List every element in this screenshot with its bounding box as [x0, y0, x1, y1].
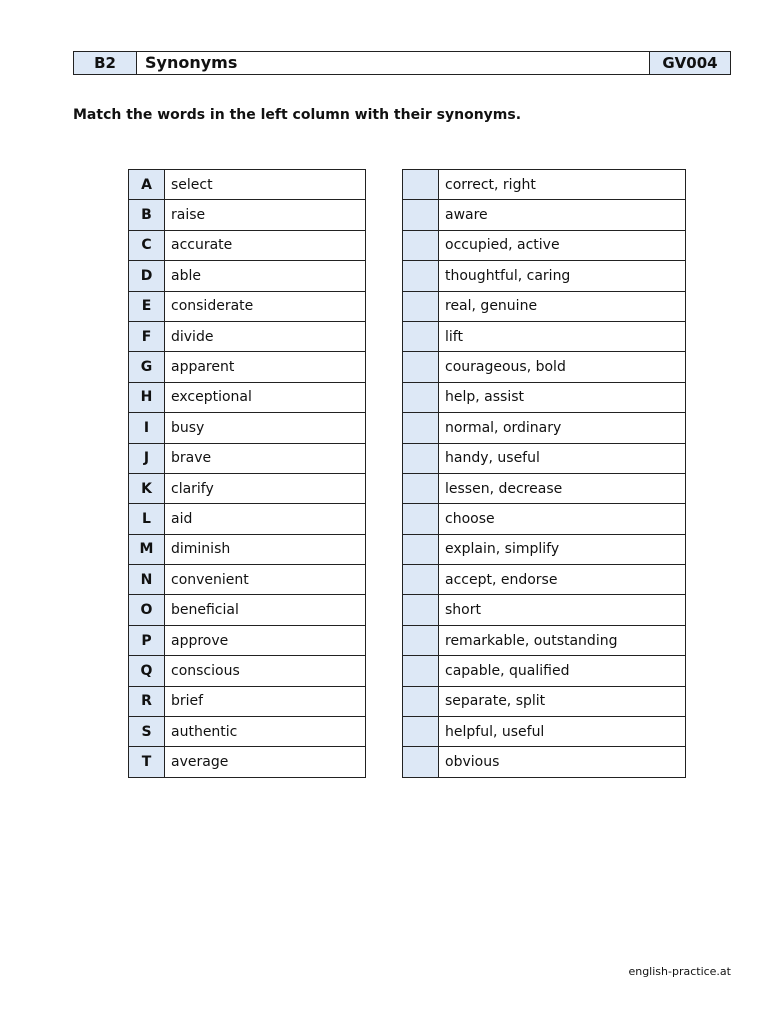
word-row: [129, 747, 366, 777]
word-row: [129, 565, 366, 595]
synonym-cell: lift: [439, 321, 686, 351]
synonym-row: [403, 230, 686, 260]
synonym-row: [403, 291, 686, 321]
answer-box[interactable]: [403, 625, 439, 655]
synonym-cell: capable, qualified: [439, 656, 686, 686]
word-letter: I: [129, 413, 165, 443]
word-cell: diminish: [165, 534, 366, 564]
synonym-cell: real, genuine: [439, 291, 686, 321]
answer-box[interactable]: [403, 200, 439, 230]
worksheet-header: [73, 51, 731, 75]
words-table: [128, 169, 366, 778]
synonym-cell: courageous, bold: [439, 352, 686, 382]
synonym-cell: accept, endorse: [439, 565, 686, 595]
word-cell: approve: [165, 625, 366, 655]
word-letter: P: [129, 625, 165, 655]
answer-box[interactable]: [403, 352, 439, 382]
answer-box[interactable]: [403, 170, 439, 200]
word-letter: N: [129, 565, 165, 595]
word-cell: clarify: [165, 473, 366, 503]
word-letter: Q: [129, 656, 165, 686]
word-row: [129, 686, 366, 716]
word-row: [129, 200, 366, 230]
answer-box[interactable]: [403, 534, 439, 564]
answer-box[interactable]: [403, 321, 439, 351]
answer-box[interactable]: [403, 473, 439, 503]
synonym-row: [403, 717, 686, 747]
synonym-row: [403, 747, 686, 777]
word-cell: aid: [165, 504, 366, 534]
word-letter: G: [129, 352, 165, 382]
synonym-row: [403, 534, 686, 564]
word-letter: R: [129, 686, 165, 716]
word-cell: considerate: [165, 291, 366, 321]
word-cell: able: [165, 261, 366, 291]
word-letter: F: [129, 321, 165, 351]
synonym-cell: lessen, decrease: [439, 473, 686, 503]
word-row: [129, 443, 366, 473]
word-cell: brief: [165, 686, 366, 716]
synonym-row: [403, 413, 686, 443]
word-row: [129, 291, 366, 321]
word-cell: average: [165, 747, 366, 777]
answer-box[interactable]: [403, 686, 439, 716]
word-cell: beneficial: [165, 595, 366, 625]
word-letter: K: [129, 473, 165, 503]
word-row: [129, 413, 366, 443]
answer-box[interactable]: [403, 382, 439, 412]
word-row: [129, 504, 366, 534]
synonym-row: [403, 382, 686, 412]
synonyms-table: [402, 169, 686, 778]
word-row: [129, 473, 366, 503]
word-row: [129, 595, 366, 625]
synonym-cell: obvious: [439, 747, 686, 777]
answer-box[interactable]: [403, 443, 439, 473]
synonym-cell: occupied, active: [439, 230, 686, 260]
word-letter: S: [129, 717, 165, 747]
synonym-cell: correct, right: [439, 170, 686, 200]
synonym-row: [403, 200, 686, 230]
synonym-row: [403, 625, 686, 655]
word-letter: B: [129, 200, 165, 230]
word-letter: D: [129, 261, 165, 291]
synonym-row: [403, 656, 686, 686]
word-row: [129, 230, 366, 260]
word-row: [129, 261, 366, 291]
word-row: [129, 170, 366, 200]
footer-site: english-practice.at: [628, 965, 731, 978]
synonym-row: [403, 443, 686, 473]
word-cell: conscious: [165, 656, 366, 686]
answer-box[interactable]: [403, 565, 439, 595]
worksheet-title: Synonyms: [145, 53, 238, 72]
word-letter: O: [129, 595, 165, 625]
synonym-row: [403, 595, 686, 625]
level-label: B2: [74, 52, 137, 74]
word-cell: accurate: [165, 230, 366, 260]
word-cell: divide: [165, 321, 366, 351]
answer-box[interactable]: [403, 656, 439, 686]
answer-box[interactable]: [403, 504, 439, 534]
synonym-cell: thoughtful, caring: [439, 261, 686, 291]
synonym-row: [403, 261, 686, 291]
word-letter: J: [129, 443, 165, 473]
answer-box[interactable]: [403, 595, 439, 625]
synonym-row: [403, 565, 686, 595]
synonym-cell: explain, simplify: [439, 534, 686, 564]
answer-box[interactable]: [403, 291, 439, 321]
word-cell: apparent: [165, 352, 366, 382]
synonym-cell: handy, useful: [439, 443, 686, 473]
word-cell: exceptional: [165, 382, 366, 412]
word-row: [129, 625, 366, 655]
synonym-row: [403, 352, 686, 382]
answer-box[interactable]: [403, 717, 439, 747]
word-row: [129, 352, 366, 382]
word-cell: raise: [165, 200, 366, 230]
word-cell: authentic: [165, 717, 366, 747]
synonym-cell: short: [439, 595, 686, 625]
answer-box[interactable]: [403, 413, 439, 443]
word-cell: busy: [165, 413, 366, 443]
synonym-cell: aware: [439, 200, 686, 230]
word-letter: T: [129, 747, 165, 777]
word-cell: select: [165, 170, 366, 200]
synonym-cell: helpful, useful: [439, 717, 686, 747]
synonym-cell: remarkable, outstanding: [439, 625, 686, 655]
answer-box[interactable]: [403, 747, 439, 777]
word-row: [129, 656, 366, 686]
word-letter: C: [129, 230, 165, 260]
synonym-cell: choose: [439, 504, 686, 534]
word-letter: L: [129, 504, 165, 534]
word-letter: A: [129, 170, 165, 200]
synonym-row: [403, 170, 686, 200]
word-letter: M: [129, 534, 165, 564]
synonym-cell: separate, split: [439, 686, 686, 716]
instruction-text: Match the words in the left column with their synonyms.: [73, 107, 522, 123]
word-row: [129, 382, 366, 412]
synonym-cell: normal, ordinary: [439, 413, 686, 443]
worksheet-code: GV004: [649, 52, 730, 74]
word-row: [129, 321, 366, 351]
synonym-row: [403, 504, 686, 534]
word-letter: E: [129, 291, 165, 321]
word-cell: convenient: [165, 565, 366, 595]
synonym-row: [403, 473, 686, 503]
synonym-cell: help, assist: [439, 382, 686, 412]
word-letter: H: [129, 382, 165, 412]
synonym-row: [403, 686, 686, 716]
word-row: [129, 534, 366, 564]
answer-box[interactable]: [403, 261, 439, 291]
word-row: [129, 717, 366, 747]
word-cell: brave: [165, 443, 366, 473]
answer-box[interactable]: [403, 230, 439, 260]
synonym-row: [403, 321, 686, 351]
